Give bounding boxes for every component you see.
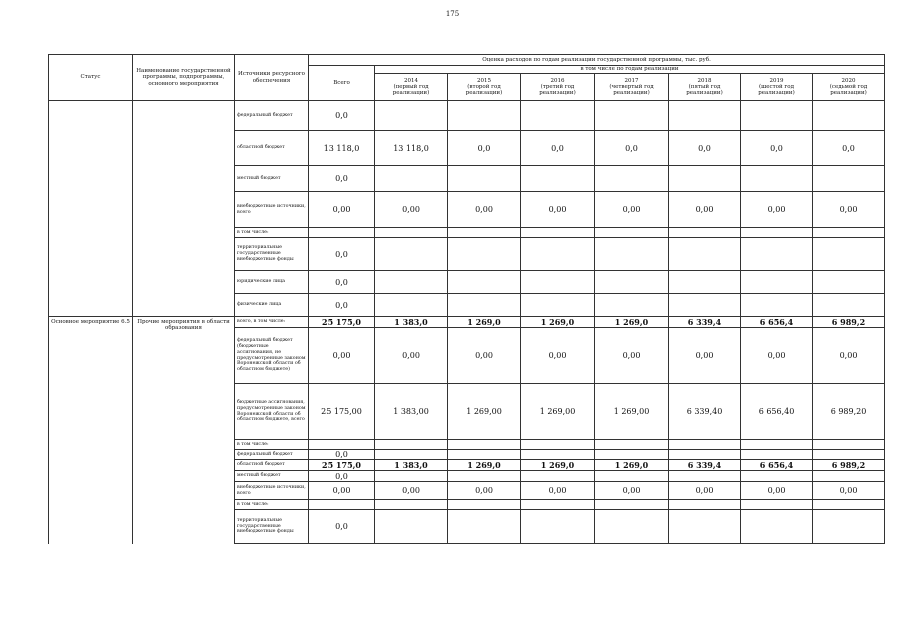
year-value-cell: 6 656,4 (741, 317, 813, 328)
year-value-cell: 1 269,0 (595, 460, 669, 471)
year-value-cell: 0,00 (595, 482, 669, 500)
header-sources: Источники ресурсного обеспечения (235, 55, 309, 101)
year-value-cell (813, 271, 885, 294)
year-value-cell (741, 500, 813, 510)
header-year-2017 (595, 74, 669, 101)
year-value-cell: 6 989,20 (813, 384, 885, 440)
year-value-cell: 0,0 (521, 131, 595, 166)
year-value-cell: 0,00 (375, 192, 448, 228)
year-value-cell (448, 294, 521, 317)
year-value-cell: 0,00 (741, 482, 813, 500)
year-value-cell: 0,00 (669, 328, 741, 384)
year-label: (первый год реализации) (392, 83, 430, 97)
total-cell: 25 175,0 (309, 460, 375, 471)
year-value-cell: 1 269,0 (521, 317, 595, 328)
table-row (49, 101, 885, 131)
year-value-cell (375, 166, 448, 192)
year-value-cell (595, 440, 669, 450)
year-value-cell (521, 500, 595, 510)
year-value-cell: 1 269,00 (595, 384, 669, 440)
year-value-cell: 6 989,2 (813, 317, 885, 328)
total-cell: 25 175,00 (309, 384, 375, 440)
year-value-cell (813, 510, 885, 544)
year-value-cell: 1 269,00 (448, 384, 521, 440)
year-value-cell (669, 510, 741, 544)
year-value-cell (375, 101, 448, 131)
year-value-cell: 0,00 (521, 192, 595, 228)
year-value-cell: 6 339,4 (669, 317, 741, 328)
year-value-cell (375, 471, 448, 482)
year-value-cell (669, 440, 741, 450)
year-value-cell (741, 450, 813, 460)
source-cell: территориальные государственные внебюджетные фонды (235, 238, 309, 271)
year-value-cell (813, 238, 885, 271)
year-value-cell (669, 471, 741, 482)
year-value-cell: 1 269,00 (521, 384, 595, 440)
year-value-cell (595, 450, 669, 460)
name-cell (133, 101, 235, 317)
year-value-cell (669, 450, 741, 460)
year-value-cell (521, 238, 595, 271)
year-number: 2018 (697, 77, 712, 84)
year-value-cell (741, 440, 813, 450)
year-value-cell (813, 440, 885, 450)
year-value-cell (448, 440, 521, 450)
total-cell: 0,00 (309, 482, 375, 500)
status-cell (49, 101, 133, 317)
header-year-2015 (448, 74, 521, 101)
year-value-cell (669, 228, 741, 238)
year-value-cell (741, 228, 813, 238)
year-value-cell (448, 166, 521, 192)
year-value-cell (813, 101, 885, 131)
budget-table (48, 54, 885, 544)
year-value-cell (813, 471, 885, 482)
source-cell: всего, в том числе: (235, 317, 309, 328)
year-value-cell (741, 471, 813, 482)
total-cell: 25 175,0 (309, 317, 375, 328)
year-value-cell (448, 500, 521, 510)
source-cell: в том числе: (235, 440, 309, 450)
year-value-cell: 6 656,4 (741, 460, 813, 471)
source-cell: в том числе: (235, 500, 309, 510)
year-value-cell: 0,00 (741, 328, 813, 384)
year-value-cell (521, 166, 595, 192)
year-value-cell (448, 238, 521, 271)
year-value-cell: 1 269,0 (448, 460, 521, 471)
year-value-cell (521, 271, 595, 294)
year-label: (шестой год реализации) (758, 83, 795, 97)
total-cell: 0,0 (309, 450, 375, 460)
total-cell: 0,0 (309, 510, 375, 544)
year-value-cell: 0,0 (595, 131, 669, 166)
year-value-cell: 0,00 (813, 328, 885, 384)
year-label: (пятый год реализации) (686, 83, 723, 97)
year-value-cell (741, 294, 813, 317)
name-cell: Прочие мероприятия в области образования (133, 317, 235, 544)
year-label: (второй год реализации) (465, 83, 503, 97)
source-cell: физические лица (235, 294, 309, 317)
year-value-cell: 6 339,4 (669, 460, 741, 471)
year-value-cell (448, 510, 521, 544)
year-value-cell (669, 101, 741, 131)
year-value-cell (595, 294, 669, 317)
year-value-cell (375, 450, 448, 460)
year-value-cell (741, 271, 813, 294)
year-value-cell (813, 450, 885, 460)
year-value-cell: 0,0 (669, 131, 741, 166)
year-value-cell: 0,00 (813, 482, 885, 500)
year-value-cell (448, 101, 521, 131)
year-value-cell (375, 228, 448, 238)
year-number: 2020 (841, 77, 856, 84)
year-value-cell (375, 510, 448, 544)
year-value-cell (669, 500, 741, 510)
year-value-cell: 0,0 (448, 131, 521, 166)
year-value-cell (669, 166, 741, 192)
year-value-cell: 0,00 (521, 482, 595, 500)
total-cell: 0,0 (309, 101, 375, 131)
header-year-2020 (813, 74, 885, 101)
page-number: 175 (445, 10, 460, 18)
year-value-cell: 6 989,2 (813, 460, 885, 471)
year-value-cell (375, 294, 448, 317)
year-value-cell: 0,00 (595, 192, 669, 228)
year-value-cell (375, 238, 448, 271)
year-value-cell: 0,00 (448, 482, 521, 500)
year-value-cell (813, 228, 885, 238)
header-by-years: в том числе по годам реализации (375, 66, 885, 74)
year-value-cell: 0,00 (813, 192, 885, 228)
year-value-cell: 0,00 (669, 192, 741, 228)
year-value-cell (669, 294, 741, 317)
year-value-cell (375, 440, 448, 450)
total-cell: 13 118,0 (309, 131, 375, 166)
year-value-cell (813, 294, 885, 317)
year-value-cell: 1 383,00 (375, 384, 448, 440)
year-value-cell (448, 271, 521, 294)
total-cell (309, 500, 375, 510)
year-value-cell (813, 500, 885, 510)
header-year-2016 (521, 74, 595, 101)
year-value-cell (375, 271, 448, 294)
year-value-cell (595, 271, 669, 294)
status-cell: Основное мероприятие 6.5 (49, 317, 133, 544)
source-cell: внебюджетные источники, всего (235, 192, 309, 228)
year-label: (седьмой год реализации) (829, 83, 868, 97)
year-value-cell: 0,00 (521, 328, 595, 384)
source-cell: местный бюджет (235, 471, 309, 482)
year-value-cell (521, 101, 595, 131)
year-value-cell: 0,0 (741, 131, 813, 166)
total-cell: 0,00 (309, 328, 375, 384)
year-value-cell (521, 450, 595, 460)
year-number: 2017 (624, 77, 639, 84)
year-value-cell: 1 269,0 (595, 317, 669, 328)
table-row (49, 317, 885, 328)
year-value-cell (595, 228, 669, 238)
year-value-cell (521, 294, 595, 317)
year-value-cell (521, 471, 595, 482)
source-cell: областной бюджет (235, 131, 309, 166)
header-status: Статус (49, 55, 133, 101)
year-value-cell (741, 238, 813, 271)
total-cell (309, 440, 375, 450)
header-year-2019 (741, 74, 813, 101)
year-value-cell: 0,00 (375, 482, 448, 500)
year-value-cell (448, 450, 521, 460)
year-value-cell (741, 166, 813, 192)
source-cell: местный бюджет (235, 166, 309, 192)
year-value-cell: 1 383,0 (375, 460, 448, 471)
year-number: 2014 (404, 77, 418, 84)
year-value-cell (521, 228, 595, 238)
source-cell: внебюджетные источники, всего (235, 482, 309, 500)
year-value-cell (595, 166, 669, 192)
year-number: 2015 (477, 77, 491, 84)
year-label: (четвертый год реализации) (609, 83, 654, 97)
source-cell: федеральный бюджет (235, 101, 309, 131)
year-value-cell (448, 471, 521, 482)
year-value-cell (521, 440, 595, 450)
year-value-cell (595, 500, 669, 510)
year-value-cell: 6 656,40 (741, 384, 813, 440)
total-cell: 0,0 (309, 166, 375, 192)
year-value-cell (448, 228, 521, 238)
year-value-cell (741, 510, 813, 544)
total-cell: 0,00 (309, 192, 375, 228)
header-name: Наименование государственной программы, подпрограммы, основного мероприятия (133, 55, 235, 101)
year-value-cell (595, 471, 669, 482)
year-value-cell: 0,00 (595, 328, 669, 384)
header-estimate: Оценка расходов по годам реализации государственной программы, тыс. руб. (309, 55, 885, 66)
year-value-cell (669, 271, 741, 294)
total-cell: 0,0 (309, 471, 375, 482)
year-value-cell (595, 510, 669, 544)
source-cell: территориальные государственные внебюджетные фонды (235, 510, 309, 544)
source-cell: федеральный бюджет (бюджетные ассигнования, не предусмотренные законом Воронежской области об областном бюджете) (235, 328, 309, 384)
total-cell: 0,0 (309, 294, 375, 317)
total-cell: 0,0 (309, 271, 375, 294)
year-value-cell (595, 101, 669, 131)
source-cell: областной бюджет (235, 460, 309, 471)
header-year-2014 (375, 74, 448, 101)
total-cell (309, 228, 375, 238)
source-cell: юридические лица (235, 271, 309, 294)
year-value-cell (813, 166, 885, 192)
year-value-cell: 0,00 (741, 192, 813, 228)
year-label: (третий год реализации) (539, 83, 576, 97)
year-value-cell (669, 238, 741, 271)
year-value-cell: 13 118,0 (375, 131, 448, 166)
year-value-cell: 1 383,0 (375, 317, 448, 328)
year-value-cell (375, 500, 448, 510)
year-value-cell: 0,00 (448, 192, 521, 228)
source-cell: бюджетные ассигнования, предусмотренные законом Воронежской области об областном бюджете, всего (235, 384, 309, 440)
year-value-cell: 1 269,0 (448, 317, 521, 328)
header-year-2018 (669, 74, 741, 101)
year-value-cell (741, 101, 813, 131)
total-cell: 0,0 (309, 238, 375, 271)
year-number: 2019 (769, 77, 784, 84)
year-value-cell: 1 269,0 (521, 460, 595, 471)
year-value-cell: 0,00 (448, 328, 521, 384)
year-value-cell: 0,00 (669, 482, 741, 500)
header-total: Всего (309, 66, 375, 101)
source-cell: федеральный бюджет (235, 450, 309, 460)
year-number: 2016 (550, 77, 565, 84)
year-value-cell: 6 339,40 (669, 384, 741, 440)
year-value-cell: 0,00 (375, 328, 448, 384)
year-value-cell: 0,0 (813, 131, 885, 166)
source-cell: в том числе: (235, 228, 309, 238)
year-value-cell (521, 510, 595, 544)
year-value-cell (595, 238, 669, 271)
